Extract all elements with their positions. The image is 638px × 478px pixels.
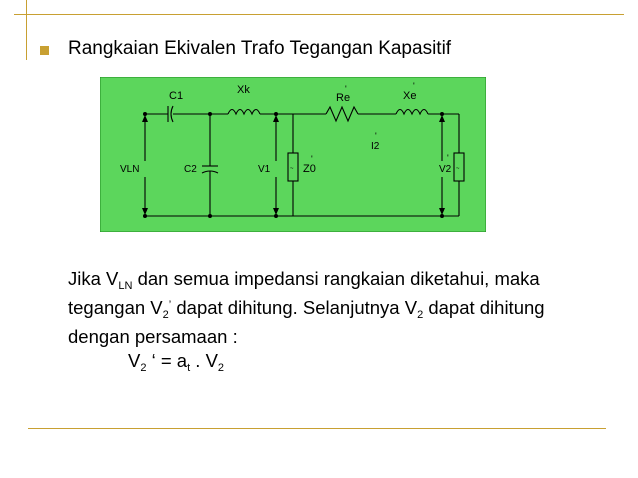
text: . V	[190, 350, 218, 371]
bottom-rule	[28, 428, 606, 429]
text: Jika V	[68, 268, 119, 289]
subscript: 2	[140, 362, 147, 374]
label-c1: C1	[169, 90, 184, 102]
equation	[128, 350, 224, 372]
node-dot	[143, 214, 147, 218]
text: dapat dihitung	[423, 297, 545, 318]
left-rule	[26, 0, 27, 60]
z0-box-mark: ~	[290, 166, 294, 172]
subscript: 2	[162, 309, 169, 321]
text: tegangan V	[68, 297, 163, 318]
explanation-paragraph	[68, 264, 588, 351]
superscript: ’	[168, 299, 172, 311]
label-xe-prime: '	[413, 81, 415, 91]
bullet-icon	[40, 46, 49, 55]
subscript: LN	[118, 280, 133, 292]
node-dot	[208, 112, 212, 116]
label-re: Re	[336, 92, 351, 104]
node-dot	[143, 112, 147, 116]
subscript: t	[187, 362, 191, 374]
paragraph-line-1	[68, 264, 588, 293]
node-dot	[440, 214, 444, 218]
subscript: 2	[217, 362, 225, 374]
node-dot	[274, 112, 278, 116]
label-re-prime: '	[345, 84, 347, 94]
top-rule	[14, 14, 624, 15]
label-xk: Xk	[237, 84, 250, 96]
subscript: 2	[417, 309, 424, 321]
paragraph-line-2	[68, 293, 588, 322]
label-v1: V1	[258, 164, 271, 175]
node-dot	[440, 112, 444, 116]
text: dapat dihitung. Selanjutnya V	[171, 297, 418, 318]
label-vln: VLN	[120, 164, 140, 175]
label-xe: Xe	[403, 90, 417, 102]
node-dot	[208, 214, 212, 218]
text: ‘ = a	[146, 350, 188, 371]
label-i2: I2	[371, 141, 380, 152]
label-z0: Z0	[303, 163, 316, 175]
text: dan semua impedansi rangkaian diketahui, maka	[132, 268, 540, 289]
zl-box-mark: ~	[456, 166, 460, 172]
node-dot	[274, 214, 278, 218]
equivalent-circuit-diagram	[100, 77, 486, 232]
slide-title: Rangkaian Ekivalen Trafo Tegangan Kapasitif	[68, 38, 452, 59]
paragraph-line-3: dengan persamaan :	[68, 326, 238, 347]
label-i2-prime: '	[375, 131, 377, 141]
label-v2-prime: '	[447, 153, 449, 163]
label-z0-prime: '	[311, 154, 313, 164]
text: V	[128, 350, 141, 371]
label-v2: V2	[439, 164, 452, 175]
label-c2: C2	[184, 164, 197, 175]
